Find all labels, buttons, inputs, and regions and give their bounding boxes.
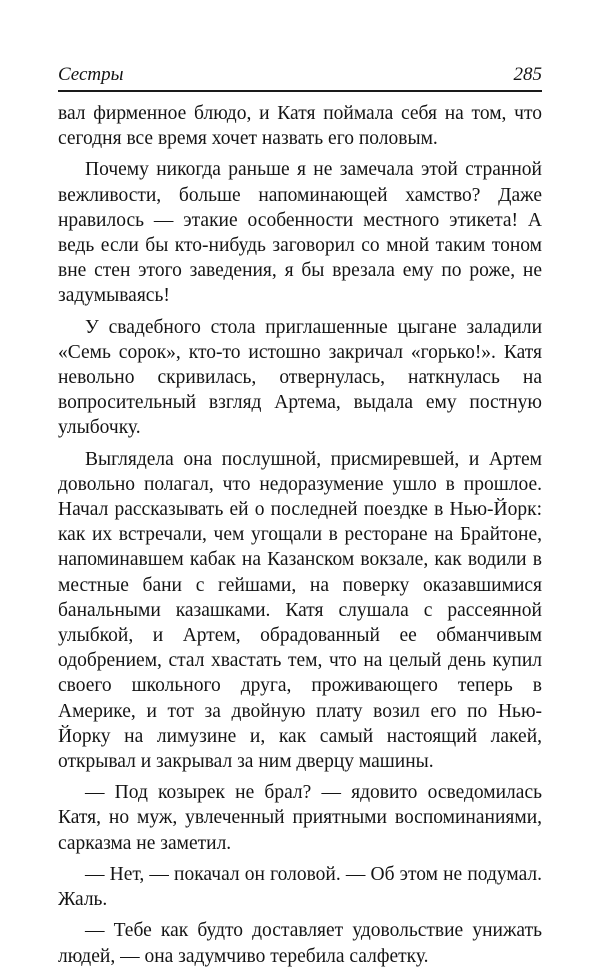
paragraph-6: — Нет, — покачал он головой. — Об этом не подумал. Жаль. — [58, 863, 542, 911]
paragraph-4: Выглядела она послушной, присмиревшей, и Артем довольно полагал, что недоразумение ушло в прошлое. Начал рассказывать ей о последней поездке в Нью-Йорк: как их встречали, чем угощали в ресторане на Брайтоне, напоминавшем кабак на Казанском вокзале, как водили в местные бани с гейшами, на поверку оказавшимися банальными казашками. Катя слушала с рассеянной улыбкой, и Артем, обрадованный ее обманчивым одобрением, стал хвастать тем, что на целый день купил своего школьного друга, проживающего теперь в Америке, и тот за двойную плату возил его по Нью-Йорку на лимузине и, как самый настоящий лакей, открывал и закрывал за ним дверцу машины. — [58, 448, 542, 773]
paragraph-1: вал фирменное блюдо, и Катя поймала себя на том, что сегодня все время хочет назвать его половым. — [58, 103, 542, 150]
paragraph-5: — Под козырек не брал? — ядовито осведомилась Катя, но муж, увлеченный приятными воспоминаниями, сарказма не заметил. — [58, 782, 542, 854]
running-title: Сестры — [58, 64, 124, 85]
paragraph-2: Почему никогда раньше я не замечала этой странной вежливости, больше напоминающей хамство? Даже нравилось — этакие особенности местного этикета! А ведь если бы кто-нибудь заговорил со мной таким тоном вне стен этого заведения, я бы врезала ему по роже, не задумываясь! — [58, 159, 542, 307]
body-text — [58, 101, 542, 969]
running-header — [58, 56, 542, 92]
paragraph-3: У свадебного стола приглашенные цыгане заладили «Семь сорок», кто-то истошно закричал «горько!». Катя невольно скривилась, отвернулась, наткнулась на вопросительный взгляд Артема, выдала ему постную улыбочку. — [58, 316, 542, 439]
paragraph-7: — Тебе как будто доставляет удовольствие унижать людей, — она задумчиво теребила салфетку. — [58, 920, 542, 967]
book-page — [58, 56, 542, 969]
page-number: 285 — [513, 64, 542, 85]
